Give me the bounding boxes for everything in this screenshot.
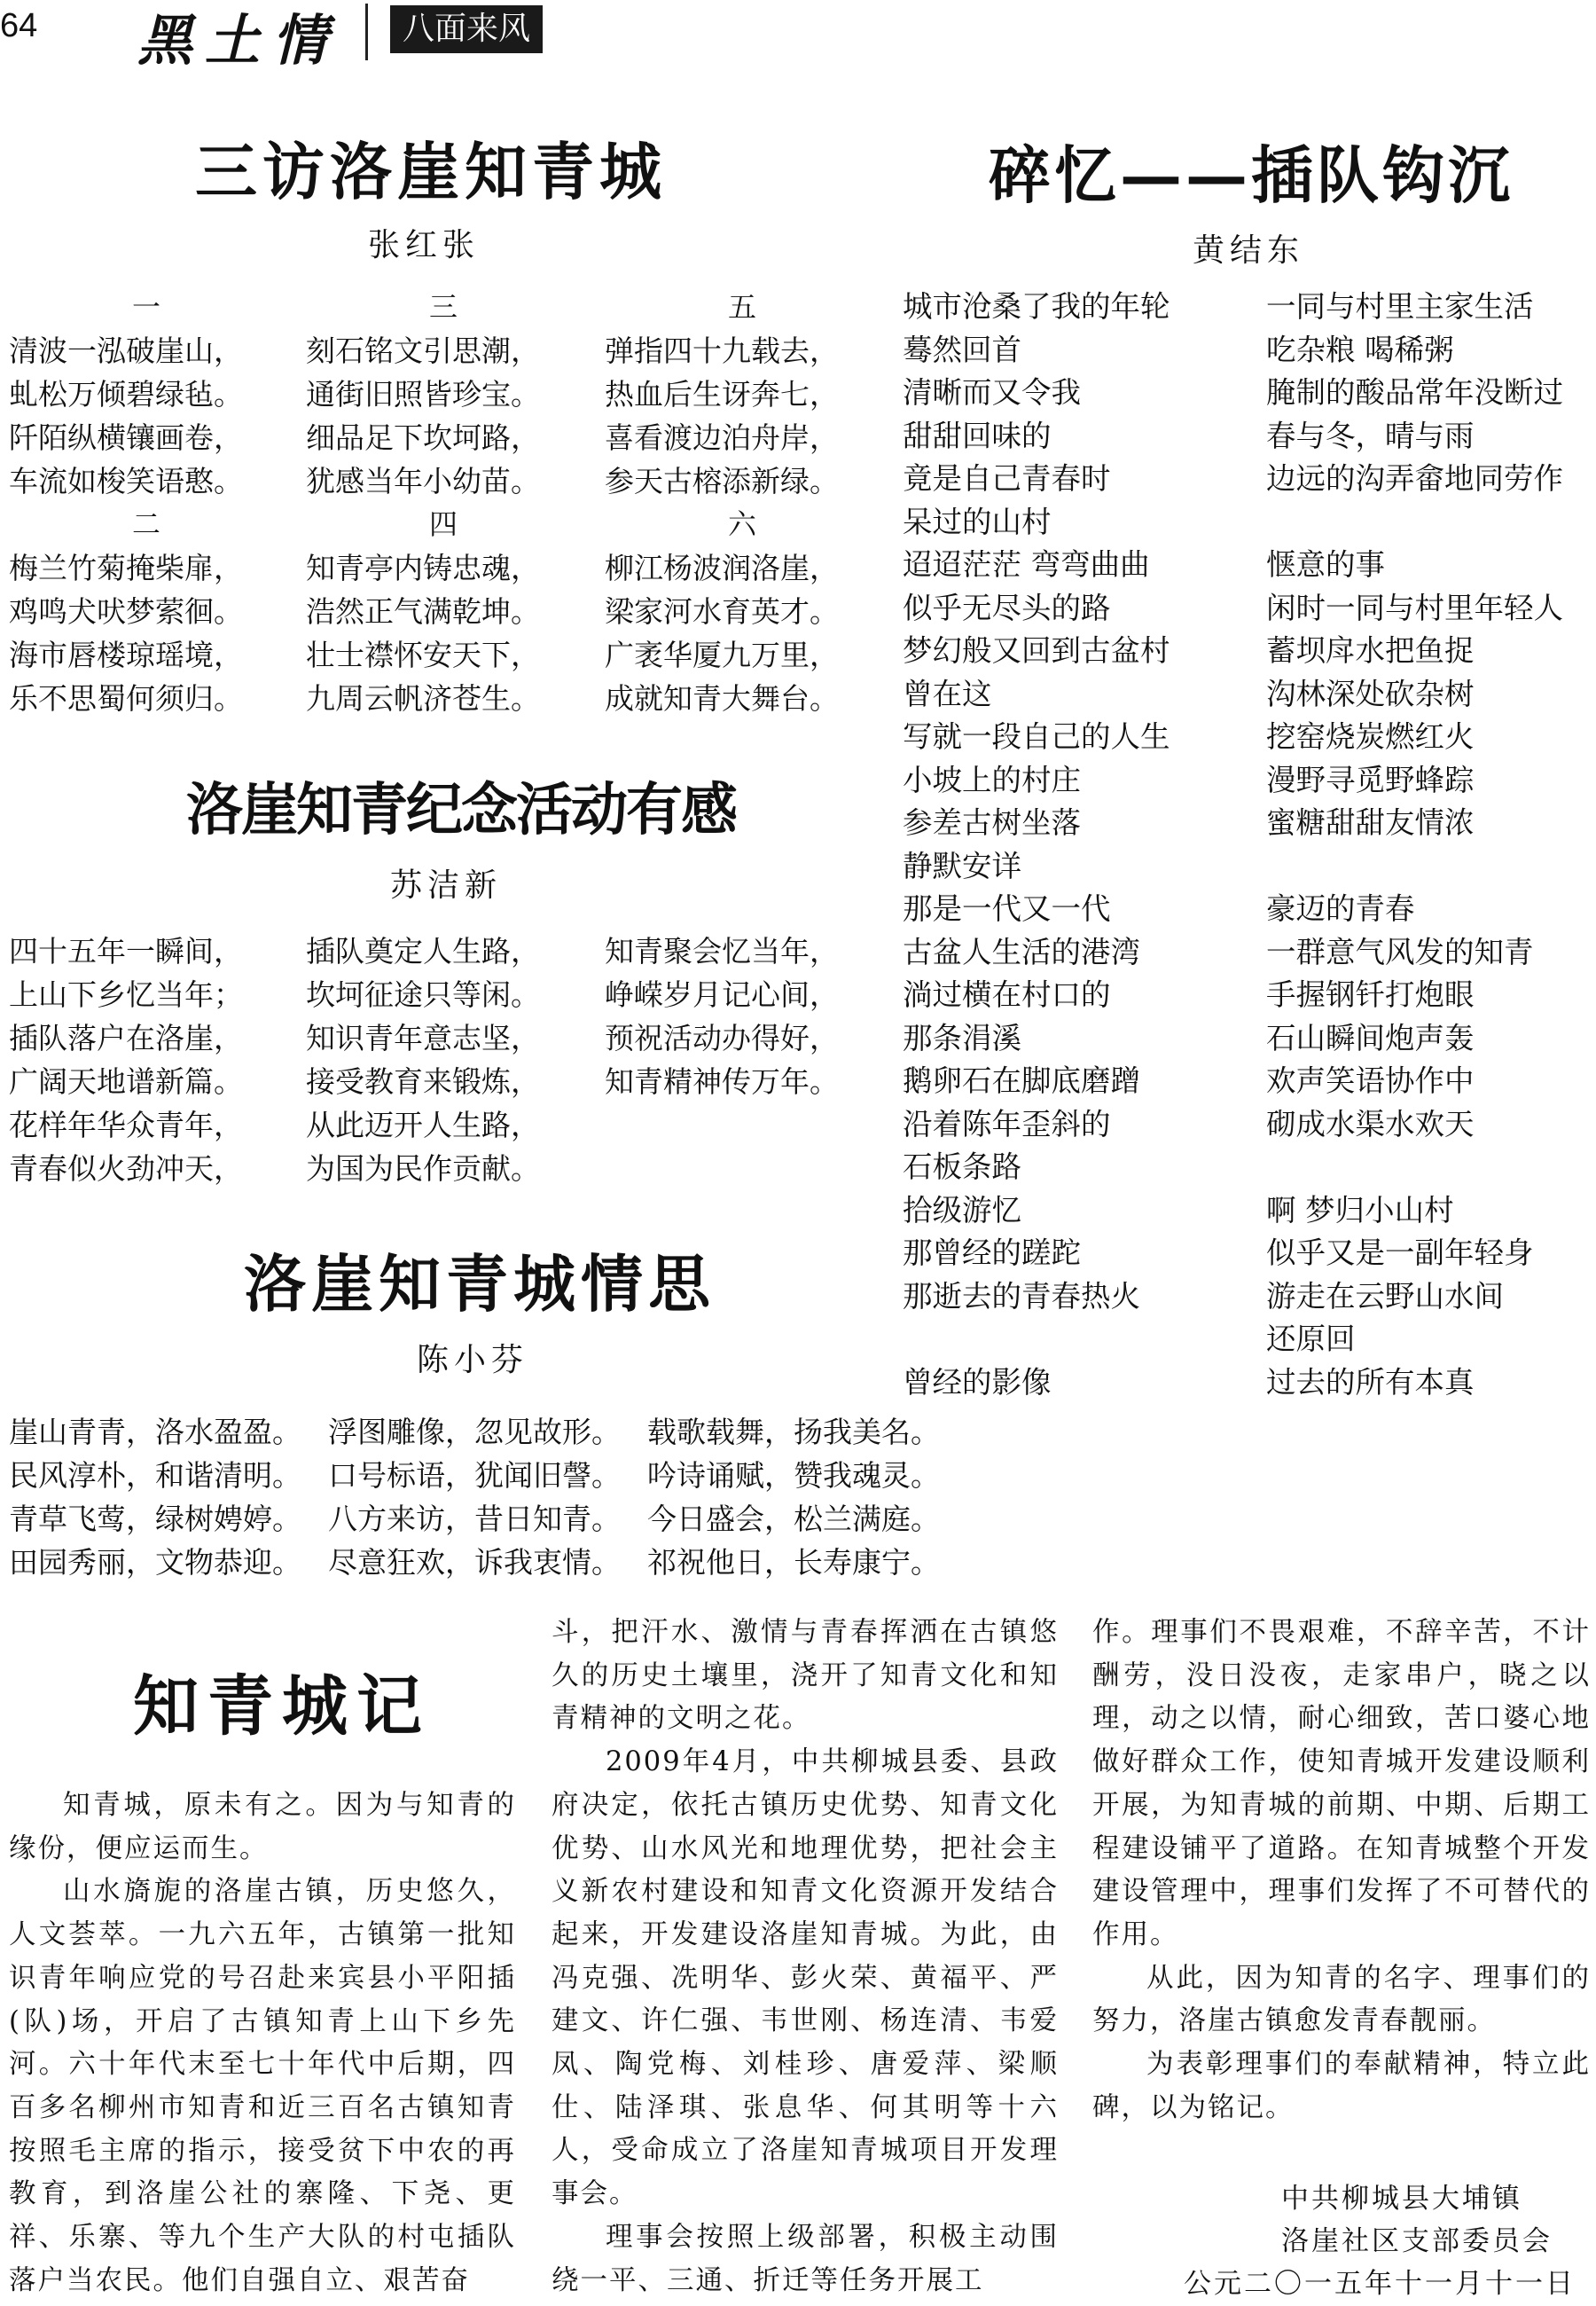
poem-line: 花样年华众青年， bbox=[9, 1108, 243, 1142]
article-paragraph: 斗，把汗水、激情与青春挥洒在古镇悠久的历史土壤里，浇开了知青文化和知青精神的文明之花。 bbox=[552, 1617, 1059, 1735]
poem-line: 浮图雕像，忽见故形。 bbox=[328, 1415, 621, 1449]
article-column-1 bbox=[9, 1784, 516, 2302]
poem-line: 柳江杨波润洛崖， bbox=[605, 551, 839, 585]
poem-line: 欢声笑语协作中 bbox=[1266, 1063, 1475, 1098]
poem2-column-1 bbox=[9, 929, 293, 1190]
signature-line-1: 中共柳城县大埔镇 bbox=[1281, 2183, 1522, 2215]
poem-line: 拾级游忆 bbox=[903, 1192, 1021, 1228]
signature-line-2: 洛崖社区支部委员会 bbox=[1281, 2225, 1553, 2257]
poem-line: 过去的所有本真 bbox=[1266, 1364, 1475, 1400]
poem-line: 八方来访，昔日知青。 bbox=[328, 1502, 621, 1536]
poem1-column-3 bbox=[605, 286, 880, 720]
poem-line: 小坡上的村庄 bbox=[903, 762, 1081, 797]
poem3-title: 洛崖知青城情思 bbox=[244, 1247, 716, 1321]
poem-line: 从此迈开人生路， bbox=[306, 1108, 540, 1142]
poem-line: 漫野寻觅野蜂踪 bbox=[1266, 762, 1475, 797]
poem-line: 梅兰竹菊掩柴扉， bbox=[9, 551, 243, 585]
poem3-column-3 bbox=[647, 1410, 966, 1584]
poem-line: 蓄坝戽水把鱼捉 bbox=[1266, 633, 1475, 668]
poem-line: 海市唇楼琼瑶境， bbox=[9, 638, 243, 672]
poem-line: 刻石铭文引思潮， bbox=[306, 333, 540, 368]
poem-line: 通街旧照皆珍宝。 bbox=[306, 377, 540, 412]
poem-line: 似乎又是一副年轻身 bbox=[1266, 1235, 1534, 1270]
article-title: 知青城记 bbox=[133, 1668, 431, 1745]
poem-line: 阡陌纵横镶画卷， bbox=[9, 420, 243, 455]
poem-line: 游走在云野山水间 bbox=[1266, 1278, 1504, 1314]
poem-line: 清晰而又令我 bbox=[903, 375, 1081, 410]
poem-line: 梁家河水育英才。 bbox=[605, 594, 839, 629]
poem-line: 虬松万倾碧绿毡。 bbox=[9, 377, 243, 412]
stanza-number: 六 bbox=[727, 507, 756, 541]
poem-line: 载歌载舞，扬我美名。 bbox=[647, 1415, 940, 1449]
poem-line: 清波一泓破崖山， bbox=[9, 333, 243, 368]
poem-line: 广袤华厦九万里， bbox=[605, 638, 839, 672]
stanza-number: 四 bbox=[428, 507, 458, 541]
poem-line: 参差古树坐落 bbox=[903, 805, 1081, 840]
poem-line: 广阔天地谱新篇。 bbox=[9, 1064, 243, 1099]
poem-line bbox=[903, 1318, 1257, 1361]
poem-line: 喜看渡边泊舟岸， bbox=[605, 420, 839, 455]
article-paragraph: 山水旖旎的洛崖古镇，历史悠久，人文荟萃。一九六五年，古镇第一批知识青年响应党的号召赴来宾县小平阳插(队)场，开启了古镇知青上山下乡先河。六十年代末至七十年代中后期，四百多名柳州市知青和近三百名古镇知青按照毛主席的指示，接受贫下中农的再教育，到洛崖公社的寨隆、下尧、更祥、乐寨、等九个生产大队的村屯插队落户当农民。他们自强自立、艰苦奋 bbox=[9, 1876, 516, 2296]
stanza-number: 一 bbox=[131, 290, 160, 324]
article-paragraph: 知青城，原未有之。因为与知青的缘份，便应运而生。 bbox=[9, 1790, 516, 1864]
article-paragraph: 从此，因为知青的名字、理事们的努力，洛崖古镇愈发青春靓丽。 bbox=[1092, 1962, 1591, 2037]
poem-line: 沿着陈年歪斜的 bbox=[903, 1106, 1111, 1141]
poem-line: 壮士襟怀安天下， bbox=[306, 638, 540, 672]
poem-line: 沟林深处砍杂树 bbox=[1266, 676, 1475, 711]
poem-line: 乐不思蜀何须归。 bbox=[9, 681, 243, 716]
poem-line: 口号标语，犹闻旧謦。 bbox=[328, 1458, 621, 1493]
poem-line: 四十五年一瞬间， bbox=[9, 934, 243, 969]
poem-line: 那曾经的蹉跎 bbox=[903, 1235, 1081, 1270]
stanza-number: 三 bbox=[428, 290, 458, 324]
poem3-column-1 bbox=[9, 1410, 328, 1584]
poem-line: 梦幻般又回到古盆村 bbox=[903, 633, 1170, 668]
poem-line: 那逝去的青春热火 bbox=[903, 1278, 1140, 1314]
poem-line: 吃杂粮 喝稀粥 bbox=[1266, 332, 1454, 367]
poem-line: 一群意气风发的知青 bbox=[1266, 934, 1534, 969]
poem-line: 坎坷征途只等闲。 bbox=[306, 977, 540, 1012]
poem4-author: 黄结东 bbox=[1193, 232, 1305, 269]
poem-line: 那是一代又一代 bbox=[903, 891, 1111, 926]
poem-line: 民风淳朴，和谐清明。 bbox=[9, 1458, 301, 1493]
poem3-column-2 bbox=[328, 1410, 647, 1584]
poem-line: 九周云帆济苍生。 bbox=[306, 681, 540, 716]
poem-line: 青春似火劲冲天， bbox=[9, 1151, 243, 1186]
poem-line: 豪迈的青春 bbox=[1266, 891, 1415, 926]
poem-line: 蓦然回首 bbox=[903, 332, 1021, 367]
poem4-right-column bbox=[1266, 286, 1594, 1404]
poem-line: 迢迢茫茫 弯弯曲曲 bbox=[903, 547, 1150, 582]
poem-line: 弹指四十九载去， bbox=[605, 333, 839, 368]
poem4-title: 碎忆——插队钩沉 bbox=[989, 138, 1514, 212]
signature-date: 公元二〇一五年十一月十一日 bbox=[1184, 2268, 1576, 2300]
poem-line: 吟诗诵赋，赞我魂灵。 bbox=[647, 1458, 940, 1493]
poem-line: 曾经的影像 bbox=[903, 1364, 1052, 1400]
article-paragraph: 理事会按照上级部署，积极主动围绕一平、三通、折迁等任务开展工 bbox=[552, 2221, 1059, 2296]
poem-line: 挖窑烧炭燃红火 bbox=[1266, 719, 1475, 754]
header-divider bbox=[365, 4, 368, 60]
poem-line: 石板条路 bbox=[903, 1149, 1021, 1184]
poem-line: 接受教育来锻炼， bbox=[306, 1064, 540, 1099]
poem-line: 知识青年意志坚， bbox=[306, 1021, 540, 1055]
poem-line: 尽意狂欢，诉我衷情。 bbox=[328, 1545, 621, 1580]
poem-line: 古盆人生活的港湾 bbox=[903, 934, 1140, 969]
poem-line: 知青亭内铸忠魂， bbox=[306, 551, 540, 585]
poem-line: 腌制的酸品常年没断过 bbox=[1266, 375, 1563, 410]
poem3-author: 陈小芬 bbox=[417, 1342, 529, 1378]
poem-line: 峥嵘岁月记心间， bbox=[605, 977, 839, 1012]
stanza-number: 五 bbox=[727, 290, 756, 324]
poem-line: 那条涓溪 bbox=[903, 1020, 1021, 1055]
poem2-column-2 bbox=[306, 929, 590, 1190]
poem2-column-3 bbox=[605, 929, 888, 1103]
poem-line: 边远的沟弄畲地同劳作 bbox=[1266, 461, 1563, 496]
poem-line: 插队奠定人生路， bbox=[306, 934, 540, 969]
poem-line: 鸡鸣犬吠梦萦徊。 bbox=[9, 594, 243, 629]
poem-line: 细品足下坎坷路， bbox=[306, 420, 540, 455]
poem-line: 惬意的事 bbox=[1266, 547, 1385, 582]
poem2-author: 苏洁新 bbox=[390, 867, 503, 904]
poem4-left-column bbox=[903, 286, 1257, 1404]
poem-line: 今日盛会，松兰满庭。 bbox=[647, 1502, 940, 1536]
poem-line: 一同与村里主家生活 bbox=[1266, 289, 1534, 324]
poem-line: 砌成水渠水欢天 bbox=[1266, 1106, 1475, 1141]
poem-line: 知青聚会忆当年， bbox=[605, 934, 839, 969]
poem-line: 春与冬，晴与雨 bbox=[1266, 418, 1475, 453]
poem-line: 呆过的山村 bbox=[903, 504, 1052, 539]
poem2-title: 洛崖知青纪念活动有感 bbox=[186, 777, 736, 843]
poem-line: 闲时一同与村里年轻人 bbox=[1266, 590, 1563, 625]
poem-line: 石山瞬间炮声轰 bbox=[1266, 1020, 1475, 1055]
poem-line bbox=[1266, 501, 1594, 545]
masthead-logo: 黑土情 bbox=[137, 8, 340, 73]
poem-line bbox=[1266, 1146, 1594, 1189]
poem-line: 崖山青青，洛水盈盈。 bbox=[9, 1415, 301, 1449]
section-tag: 八面来风 bbox=[390, 5, 543, 53]
article-column-3 bbox=[1092, 1612, 1591, 2130]
article-paragraph: 为表彰理事们的奉献精神，特立此碑，以为铭记。 bbox=[1092, 2049, 1591, 2123]
article-paragraph: 作。理事们不畏艰难，不辞辛苦，不计酬劳，没日没夜，走家串户，晓之以理，动之以情，耐心细致，苦口婆心地做好群众工作，使知青城开发建设顺利开展，为知青城的前期、中期、后期工程建设铺平了道路。在知青城整个开发建设管理中，理事们发挥了不可替代的作用。 bbox=[1092, 1617, 1591, 1950]
poem-line bbox=[1266, 845, 1594, 889]
page-number: 64 bbox=[0, 7, 38, 44]
poem-line: 鹅卵石在脚底磨蹭 bbox=[903, 1063, 1140, 1098]
poem-line: 淌过横在村口的 bbox=[903, 977, 1111, 1012]
poem-line: 甜甜回味的 bbox=[903, 418, 1052, 453]
poem1-column-1 bbox=[9, 286, 284, 720]
poem-line: 似乎无尽头的路 bbox=[903, 590, 1111, 625]
poem-line: 热血后生讶奔七， bbox=[605, 377, 839, 412]
poem-line: 还原回 bbox=[1266, 1322, 1356, 1356]
poem-line: 参天古榕添新绿。 bbox=[605, 464, 839, 498]
poem-line: 手握钢钎打炮眼 bbox=[1266, 977, 1475, 1012]
poem-line: 车流如梭笑语憨。 bbox=[9, 464, 243, 498]
poem-line: 竟是自己青春时 bbox=[903, 461, 1111, 496]
article-paragraph: 2009年4月，中共柳城县委、县政府决定，依托古镇历史优势、知青文化优势、山水风光和地理优势，把社会主义新农村建设和知青文化资源开发结合起来，开发建设洛崖知青城。为此，由冯克强、冼明华、彭火荣、黄福平、严建文、许仁强、韦世刚、杨连清、韦爱凤、陶党梅、刘桂珍、唐爱萍、梁顺仕、陆泽琪、张息华、何其明等十六人，受命成立了洛崖知青城项目开发理事会。 bbox=[552, 1746, 1059, 2210]
stanza-number: 二 bbox=[131, 507, 160, 541]
poem-line: 知青精神传万年。 bbox=[605, 1064, 839, 1099]
poem1-column-2 bbox=[306, 286, 581, 720]
poem-line: 为国为民作贡献。 bbox=[306, 1151, 540, 1186]
poem1-title: 三访洛崖知青城 bbox=[195, 135, 667, 208]
poem-line: 写就一段自己的人生 bbox=[903, 719, 1170, 754]
poem-line: 成就知青大舞台。 bbox=[605, 681, 839, 716]
poem-line: 蜜糖甜甜友情浓 bbox=[1266, 805, 1475, 840]
poem-line: 祁祝他日，长寿康宁。 bbox=[647, 1545, 940, 1580]
article-column-2 bbox=[552, 1612, 1059, 2302]
poem-line: 啊 梦归小山村 bbox=[1266, 1192, 1454, 1228]
poem-line: 青草飞莺，绿树娉婷。 bbox=[9, 1502, 301, 1536]
poem-line: 犹感当年小幼苗。 bbox=[306, 464, 540, 498]
poem-line: 预祝活动办得好， bbox=[605, 1021, 839, 1055]
poem-line: 静默安详 bbox=[903, 848, 1021, 883]
poem-line: 城市沧桑了我的年轮 bbox=[903, 289, 1170, 324]
poem-line: 田园秀丽，文物恭迎。 bbox=[9, 1545, 301, 1580]
poem-line: 插队落户在洛崖， bbox=[9, 1021, 243, 1055]
poem-line: 上山下乡忆当年； bbox=[9, 977, 243, 1012]
poem-line: 浩然正气满乾坤。 bbox=[306, 594, 540, 629]
poem-line: 曾在这 bbox=[903, 676, 992, 711]
poem1-author: 张红张 bbox=[368, 227, 481, 263]
